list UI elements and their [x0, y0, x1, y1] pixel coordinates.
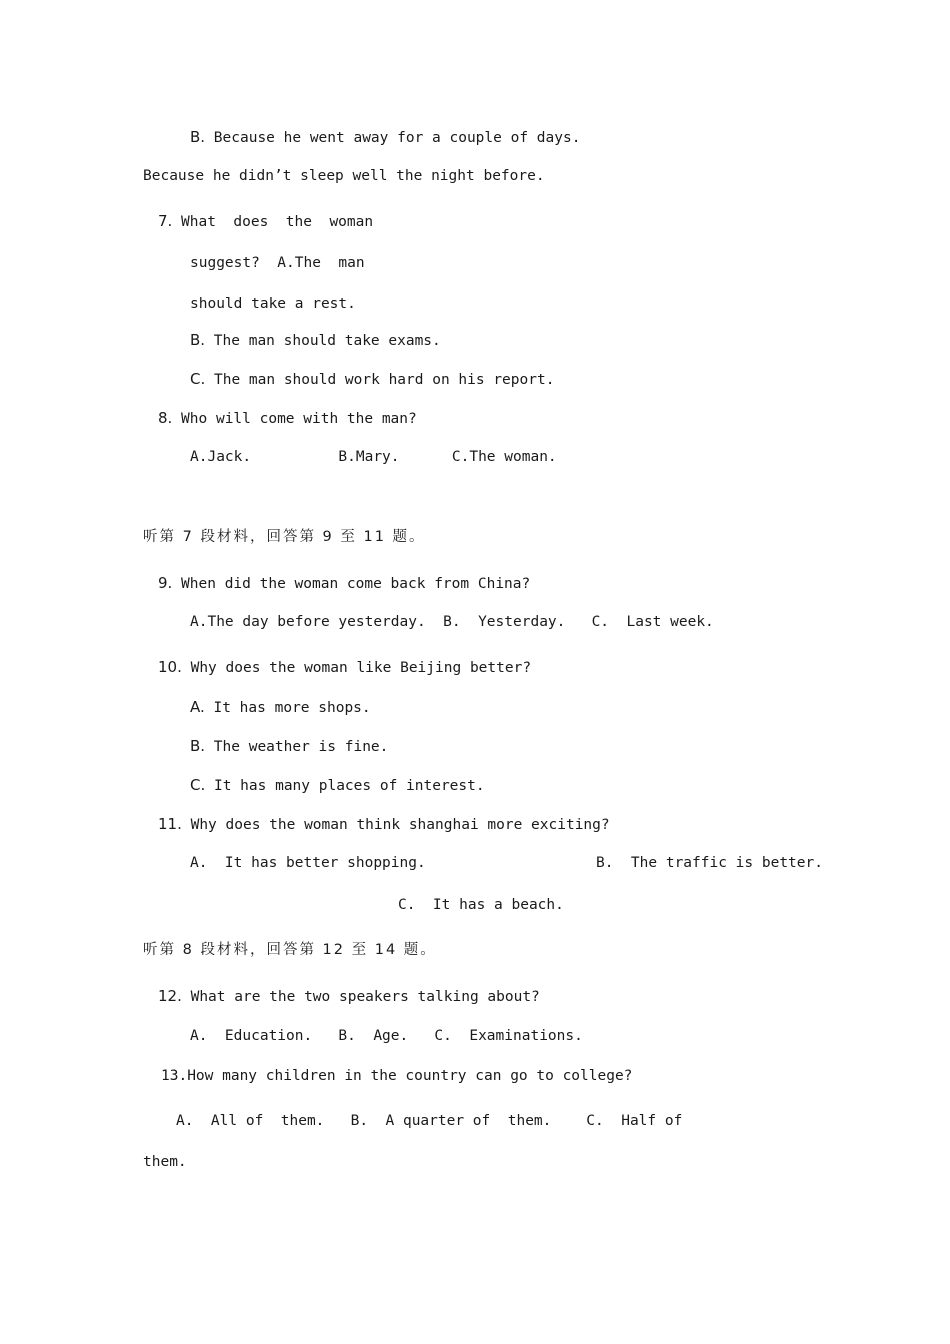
section-heading-8 — [143, 940, 437, 960]
q9-options — [190, 612, 714, 632]
option-label: B. — [190, 737, 206, 755]
question-number: 7. — [158, 212, 173, 230]
question-text: Why does the woman think shanghai more exciting? — [181, 817, 610, 833]
option-text: C. It has a beach. — [398, 897, 564, 913]
option-text: A. It has better shopping. — [190, 855, 426, 871]
question-7-continued — [190, 253, 365, 273]
question-text: What are the two speakers talking about? — [181, 989, 540, 1005]
section-heading-7 — [143, 527, 426, 547]
option-text: The weather is fine. — [205, 739, 389, 755]
q13-options — [176, 1111, 682, 1131]
question-text: 13.How many children in the country can go to college? — [161, 1068, 633, 1084]
option-text: The man should work hard on his report. — [205, 372, 555, 388]
q7-option-c — [190, 369, 554, 390]
q12-options — [190, 1026, 583, 1046]
options-text: A.The day before yesterday. B. Yesterday. C. Last week. — [190, 614, 714, 630]
question-number: 9. — [158, 574, 173, 592]
question-9 — [158, 573, 530, 594]
option-text: It has many places of interest. — [205, 778, 485, 794]
option-text: Because he didn’t sleep well the night before. — [143, 168, 545, 184]
question-text: Why does the woman like Beijing better? — [181, 660, 532, 676]
q13-options-continued — [143, 1152, 187, 1172]
section-text: 听第 8 段材料，回答第 12 至 14 题。 — [143, 942, 437, 958]
q10-option-a — [190, 697, 371, 718]
option-text: Because he went away for a couple of days. — [205, 130, 581, 146]
section-text: 听第 7 段材料，回答第 9 至 11 题。 — [143, 529, 426, 545]
q6-option-c — [143, 166, 545, 186]
option-label: B. — [190, 331, 206, 349]
question-7 — [158, 211, 373, 232]
options-text: A. All of them. B. A quarter of them. C. Half of — [176, 1113, 683, 1129]
q7-option-a-continued — [190, 294, 356, 314]
question-8 — [158, 408, 417, 429]
option-label: B. — [190, 128, 206, 146]
question-text: suggest? A.The man — [190, 255, 365, 271]
question-number: 8. — [158, 409, 173, 427]
question-number: 10. — [158, 658, 182, 676]
question-text: When did the woman come back from China? — [172, 576, 531, 592]
options-text: A. Education. B. Age. C. Examinations. — [190, 1028, 583, 1044]
q10-option-b — [190, 736, 388, 757]
q7-option-b — [190, 330, 441, 351]
option-text: should take a rest. — [190, 296, 356, 312]
q6-option-b — [190, 127, 580, 148]
question-10 — [158, 657, 531, 678]
q10-option-c — [190, 775, 485, 796]
options-text: A.Jack. B.Mary. C.The woman. — [190, 449, 557, 465]
question-13 — [161, 1066, 632, 1086]
option-label: C. — [190, 776, 206, 794]
option-text: B. The traffic is better. — [596, 855, 823, 871]
question-text: Who will come with the man? — [172, 411, 417, 427]
q11-option-a — [190, 853, 426, 873]
question-text: What does the woman — [172, 214, 374, 230]
question-12 — [158, 986, 540, 1007]
q8-options — [190, 447, 557, 467]
option-text: It has more shops. — [204, 700, 371, 716]
option-label: A. — [190, 698, 205, 716]
option-text: The man should take exams. — [205, 333, 441, 349]
question-number: 11. — [158, 815, 182, 833]
option-label: C. — [190, 370, 206, 388]
question-number: 12. — [158, 987, 182, 1005]
options-text: them. — [143, 1154, 187, 1170]
question-11 — [158, 814, 610, 835]
q11-option-b — [596, 853, 823, 873]
q11-option-c — [398, 895, 564, 915]
